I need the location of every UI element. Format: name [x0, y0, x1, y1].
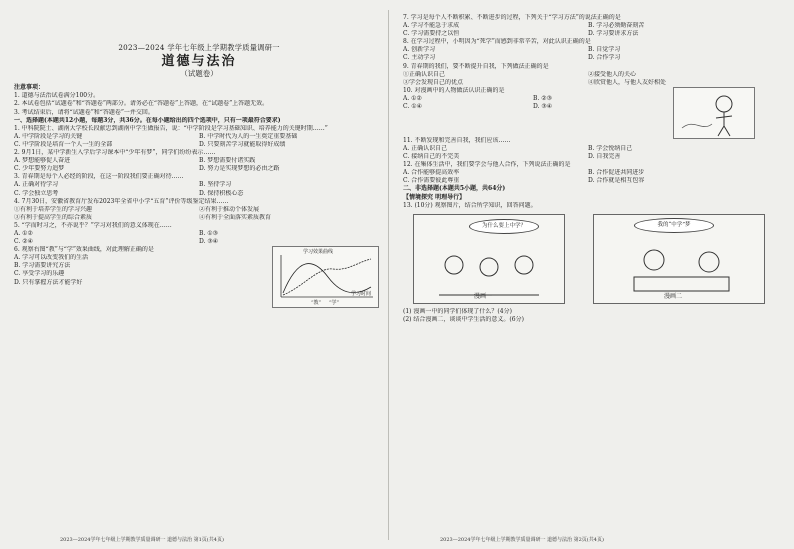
- option: B. 中学时代为人的一生奠定重要基础: [199, 132, 298, 140]
- panel2-drawing: [594, 215, 764, 303]
- option: B. 合作促进共同进步: [588, 169, 645, 177]
- cartoon-panel-1: [413, 214, 565, 304]
- option: C. 主动学习: [403, 54, 436, 62]
- option: D. 合作学习: [588, 54, 621, 62]
- option: D. 学习要讲求方法: [588, 30, 639, 38]
- option: D. 只有掌握方法才能学好: [14, 278, 83, 286]
- option: D. ③④: [199, 238, 219, 246]
- panel1-caption: 漫画一: [474, 292, 493, 300]
- learning-curve-figure: [272, 246, 379, 308]
- question-stem: 12. 在集体生活中，我们要学会与他人合作，下列说法正确的是: [403, 161, 571, 169]
- option: D. ③④: [533, 103, 553, 111]
- option: C. 学习需要持之以恒: [403, 30, 460, 38]
- student-head: [515, 256, 533, 274]
- note-item: 1. 道德与法治试卷满分100分。: [14, 92, 100, 100]
- option: A. 合作能够提高效率: [403, 169, 460, 177]
- speech-bubble-2: 我的“中学”梦: [634, 218, 714, 233]
- option: B. 自觉学习: [588, 46, 621, 54]
- desk: [634, 277, 729, 291]
- label-teach: “教”: [311, 300, 322, 307]
- option: D. 保持积极心态: [199, 189, 244, 197]
- option: A. ①②: [14, 229, 33, 237]
- question-stem: 10. 对漫画中的人物做法认识正确的是: [403, 86, 505, 94]
- question-stem: 7. 学习是每个人不断积累、不断进步的过程，下列关于“学习方法”的说法正确的是: [403, 14, 621, 21]
- option: A. 学习可以改变我们的生活: [14, 254, 89, 262]
- x-axis-label: 学习时间: [351, 291, 372, 298]
- student-head: [699, 252, 719, 272]
- option: A. ①②: [403, 94, 422, 102]
- option: D. 努力是实现梦想的必由之路: [199, 165, 280, 173]
- option: A. 正确对待学习: [14, 181, 59, 189]
- option: ④欣赏他人，与他人友好相处: [588, 78, 667, 86]
- section2-title: 二、非选择题(本题共5小题，共64分): [403, 185, 506, 193]
- option: C. ①④: [403, 103, 422, 111]
- option: ③学会发现自己的优点: [403, 78, 464, 86]
- panel1-drawing: [414, 215, 564, 303]
- question-stem: 11. 不断发现和完善自我，我们应该……: [403, 136, 511, 144]
- option: C. 中学阶段是培育一个人一生的全部: [14, 140, 113, 148]
- option: B. 梦想需要付诸实践: [199, 157, 256, 165]
- question-stem: 5. “学而时习之，不亦说乎？”学习对我们的意义体现在……: [14, 221, 172, 229]
- option: B. 学习需要讲究方法: [14, 262, 71, 270]
- notes-title: 注意事项：: [14, 84, 45, 92]
- q13-stem: 13. (10分) 观察图片，结合所学知识，回答问题。: [403, 201, 537, 209]
- option: ④有利于全面落实素质教育: [199, 213, 272, 221]
- chart-title: 学习效果曲线: [303, 249, 334, 256]
- option: ①有利于培养学生的学习兴趣: [14, 205, 93, 213]
- question-stem: 6. 观察右图“教”与“学”效果曲线，对此理解正确的是: [14, 246, 154, 254]
- option: D. 合作就是相互包容: [588, 177, 645, 185]
- right-column: [403, 14, 773, 324]
- question-list: [14, 125, 384, 318]
- option: C. ②④: [14, 238, 33, 246]
- paper-type: （试题卷）: [180, 69, 218, 79]
- cartoon-panel-2: [593, 214, 765, 304]
- student-head: [445, 256, 463, 274]
- option: C. 享受学习的乐趣: [14, 270, 65, 278]
- note-item: 3. 考试结束后，请将“试题卷”和“答题卷”一并交回。: [14, 108, 154, 116]
- speech-bubble-1: 为什么要上中学？: [469, 219, 539, 234]
- section1-title: 一、选择题(本题共12小题，每题3分，共36分。在每小题给出的四个选项中，只有一项最符合要求): [14, 116, 281, 124]
- question-stem: 1. 中科院院士、湖南大学校长段献忠到湖南中学生做报告，说：“中学阶段是学习基础知识、培养能力的关键时期……”: [14, 124, 328, 132]
- panel2-caption: 漫画二: [664, 292, 683, 300]
- subject-title: 道德与法治: [161, 54, 237, 70]
- option: B. 学会悦纳自己: [588, 144, 633, 152]
- figure-stroke: [682, 124, 712, 128]
- sub-question: (2) 结合漫画二，谈谈中学生活的意义。(6分): [403, 315, 524, 323]
- sub-question: (1) 漫画一中的同学们体现了什么？(4分): [403, 307, 512, 315]
- cartoon-figure: [673, 87, 755, 139]
- option: C. 接纳自己的不完美: [403, 153, 460, 161]
- section2-subtitle: 【情境探究 明理导行】: [403, 193, 466, 201]
- question-stem: 3. 青春期是每个人必经的阶段，在这一阶段我们要正确对待……: [14, 173, 184, 181]
- option: ①正确认识自己: [403, 70, 446, 78]
- figure-head: [716, 96, 732, 112]
- cartoon-panels: [403, 214, 773, 304]
- option: D. 自我完善: [588, 153, 621, 161]
- left-column: [14, 14, 384, 318]
- page-divider: [388, 10, 389, 540]
- option: A. 梦想能够促人奋进: [14, 157, 71, 165]
- question-stem: 9. 青春期的我们，要不断提升自我，下列做法正确的是: [403, 62, 549, 70]
- note-item: 2. 本试卷包括“试题卷”和“答题卷”两部分。请务必在“答题卷”上答题，在“试题卷”上答题无效。: [14, 100, 269, 108]
- student-head: [480, 258, 498, 276]
- option: A. 创新学习: [403, 46, 436, 54]
- question-stem: 4. 7月30日，安徽省教育厅发布2023年全省中小学“五育”评价等级鉴定结果……: [14, 197, 229, 205]
- footer-left: 2023—2024学年七年级上学期教学质量调研一 道德与法治 第1页(共4页): [60, 537, 224, 543]
- label-learn: “学”: [329, 300, 340, 307]
- option: C. 合作需要彼此尊重: [403, 177, 460, 185]
- question-stem: 8. 在学习过程中，小明因为“死学”而感到非常辛苦，对此认识正确的是: [403, 38, 591, 46]
- option: A. 中学阶段是学习的关键: [14, 132, 83, 140]
- exam-header: 2023—2024 学年七年级上学期教学质量调研一: [118, 43, 280, 52]
- teach-curve: [283, 264, 371, 293]
- option: ③有利于提高学生的综合素质: [14, 213, 93, 221]
- option: ②有利于推动个体发展: [199, 205, 260, 213]
- option: C. 少年要努力追梦: [14, 165, 65, 173]
- option: B. 学习必须勤奋刻苦: [588, 22, 645, 30]
- footer-right: 2023—2024学年七年级上学期教学质量调研一 道德与法治 第2页(共4页): [440, 537, 604, 543]
- option: B. ②③: [533, 94, 552, 102]
- option: D. 只要刻苦学习就能取得好成绩: [199, 140, 286, 148]
- question-stem: 2. 9月1日，某中学新生入学后学习课本中“少年有梦”，同学们纷纷表示……: [14, 149, 216, 157]
- option: C. 学会独立思考: [14, 189, 59, 197]
- q6-block: [14, 246, 384, 318]
- option: B. 坚持学习: [199, 181, 232, 189]
- option: B. ①③: [199, 229, 218, 237]
- figure-body: [716, 112, 732, 136]
- option: A. 正确认识自己: [403, 144, 448, 152]
- option: ②接受他人的关心: [588, 70, 637, 78]
- cartoon-svg: [674, 88, 754, 138]
- student-head: [644, 250, 664, 270]
- q10-block: [403, 87, 773, 137]
- option: A. 学习不能急于求成: [403, 22, 460, 30]
